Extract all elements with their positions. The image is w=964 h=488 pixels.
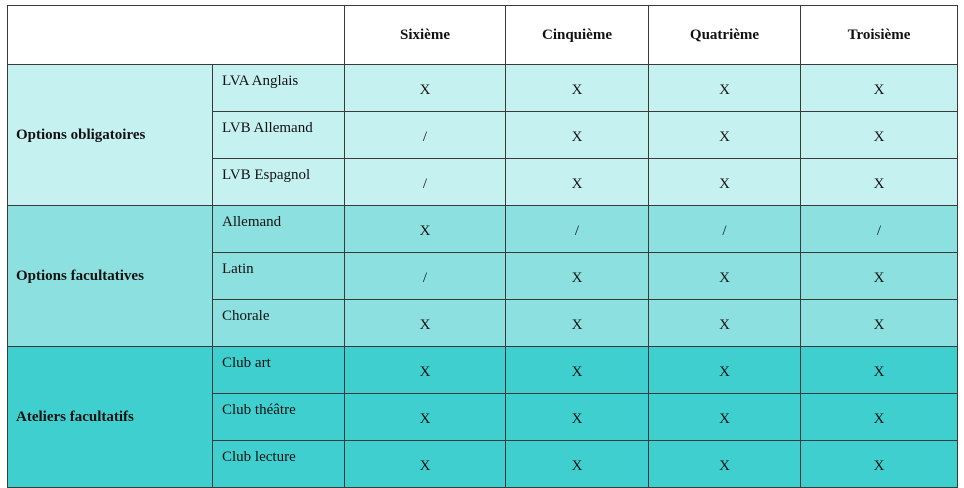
row-label: LVA Anglais xyxy=(213,65,345,112)
cell-mark: X xyxy=(801,347,958,394)
cell-mark: X xyxy=(649,394,801,441)
cell-mark: X xyxy=(649,112,801,159)
row-label: LVB Espagnol xyxy=(213,159,345,206)
row-label: Club théâtre xyxy=(213,394,345,441)
cell-mark: X xyxy=(506,347,649,394)
table-row xyxy=(8,65,958,112)
cell-mark: X xyxy=(649,159,801,206)
cell-mark: X xyxy=(506,65,649,112)
table-row xyxy=(8,206,958,253)
cell-mark: X xyxy=(345,300,506,347)
row-label: Club art xyxy=(213,347,345,394)
cell-mark: X xyxy=(506,253,649,300)
cell-mark: X xyxy=(506,159,649,206)
cell-mark: X xyxy=(801,394,958,441)
row-label: Allemand xyxy=(213,206,345,253)
row-label: Club lecture xyxy=(213,441,345,488)
cell-mark: X xyxy=(345,65,506,112)
cell-mark: X xyxy=(506,394,649,441)
cell-mark: X xyxy=(649,253,801,300)
cell-mark: / xyxy=(801,206,958,253)
cell-mark: / xyxy=(506,206,649,253)
cell-mark: X xyxy=(345,441,506,488)
header-cinquieme: Cinquième xyxy=(506,6,649,65)
cell-mark: X xyxy=(801,300,958,347)
cell-mark: / xyxy=(345,112,506,159)
cell-mark: X xyxy=(801,159,958,206)
row-label: Chorale xyxy=(213,300,345,347)
cell-mark: X xyxy=(649,347,801,394)
cell-mark: X xyxy=(801,441,958,488)
cell-mark: X xyxy=(506,112,649,159)
cell-mark: X xyxy=(801,253,958,300)
cell-mark: X xyxy=(345,206,506,253)
header-sixieme: Sixième xyxy=(345,6,506,65)
header-row xyxy=(8,6,958,65)
cell-mark: X xyxy=(649,300,801,347)
cell-mark: X xyxy=(345,394,506,441)
cell-mark: / xyxy=(345,159,506,206)
cell-mark: X xyxy=(506,441,649,488)
group-label-options-obligatoires: Options obligatoires xyxy=(8,65,213,206)
cell-mark: X xyxy=(649,65,801,112)
header-troisieme: Troisième xyxy=(801,6,958,65)
row-label: Latin xyxy=(213,253,345,300)
options-table xyxy=(7,5,958,488)
cell-mark: / xyxy=(345,253,506,300)
group-label-ateliers-facultatifs: Ateliers facultatifs xyxy=(8,347,213,488)
cell-mark: X xyxy=(345,347,506,394)
cell-mark: X xyxy=(801,65,958,112)
group-label-options-facultatives: Options facultatives xyxy=(8,206,213,347)
header-quatrieme: Quatrième xyxy=(649,6,801,65)
cell-mark: X xyxy=(649,441,801,488)
header-empty-cell xyxy=(8,6,345,65)
cell-mark: / xyxy=(649,206,801,253)
cell-mark: X xyxy=(801,112,958,159)
row-label: LVB Allemand xyxy=(213,112,345,159)
table-row xyxy=(8,347,958,394)
cell-mark: X xyxy=(506,300,649,347)
